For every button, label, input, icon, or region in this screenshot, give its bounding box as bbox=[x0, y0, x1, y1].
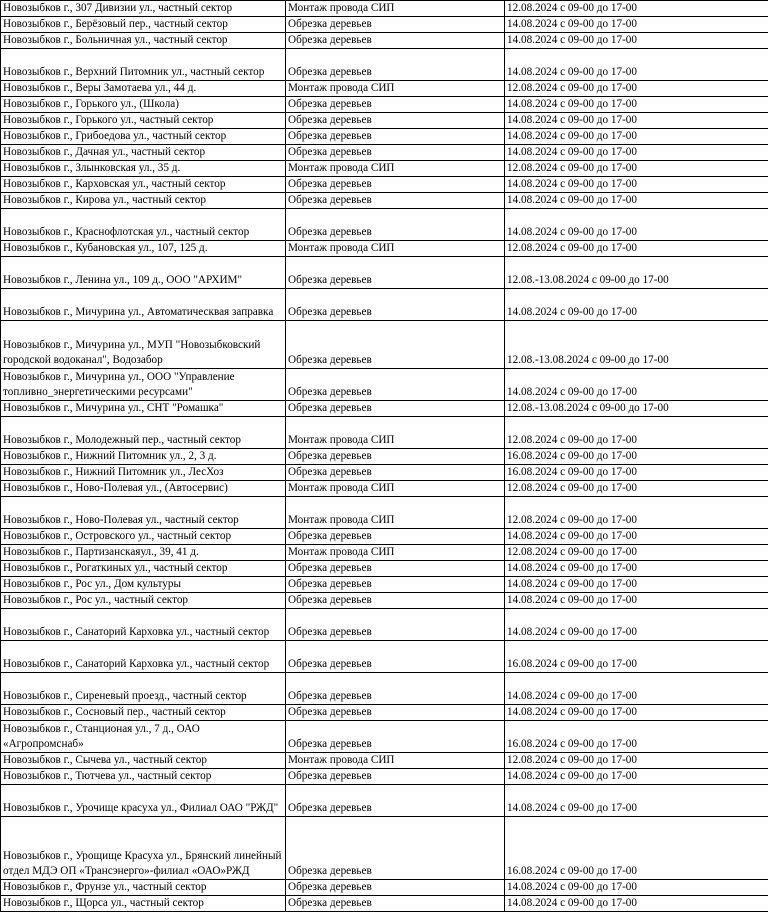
work-type-cell: Обрезка деревьев bbox=[286, 209, 505, 241]
date-time-cell: 12.08.-13.08.2024 с 09-00 до 17-00 bbox=[505, 257, 768, 289]
table-row bbox=[1, 257, 768, 289]
date-time-cell: 16.08.2024 с 09-00 до 17-00 bbox=[505, 465, 768, 481]
date-time-cell: 14.08.2024 с 09-00 до 17-00 bbox=[505, 785, 768, 817]
date-time-cell: 14.08.2024 с 09-00 до 17-00 bbox=[505, 289, 768, 321]
address-cell: Новозыбков г., Рогаткиных ул., частный сектор bbox=[1, 561, 286, 577]
table-body bbox=[1, 1, 768, 912]
address-cell: Новозыбков г., Сосновый пер., частный сектор bbox=[1, 705, 286, 721]
table-row bbox=[1, 561, 768, 577]
address-cell: Новозыбков г., Островского ул., частный сектор bbox=[1, 529, 286, 545]
address-cell: Новозыбков г., Берёзовый пер., частный сектор bbox=[1, 17, 286, 33]
address-cell: Новозыбков г., Злынковская ул., 35 д. bbox=[1, 161, 286, 177]
date-time-cell: 14.08.2024 с 09-00 до 17-00 bbox=[505, 577, 768, 593]
work-type-cell: Монтаж провода СИП bbox=[286, 417, 505, 449]
address-cell: Новозыбков г., Санаторий Карховка ул., частный сектор bbox=[1, 609, 286, 641]
table-row bbox=[1, 673, 768, 705]
address-cell: Новозыбков г., Рос ул., частный сектор bbox=[1, 593, 286, 609]
table-row bbox=[1, 417, 768, 449]
work-type-cell: Обрезка деревьев bbox=[286, 561, 505, 577]
date-time-cell: 16.08.2024 с 09-00 до 17-00 bbox=[505, 721, 768, 753]
date-time-cell: 14.08.2024 с 09-00 до 17-00 bbox=[505, 593, 768, 609]
work-type-cell: Обрезка деревьев bbox=[286, 529, 505, 545]
table-row bbox=[1, 161, 768, 177]
address-cell: Новозыбков г., Урочище красуха ул., Филиал ОАО "РЖД" bbox=[1, 785, 286, 817]
table-row bbox=[1, 545, 768, 561]
work-type-cell: Монтаж провода СИП bbox=[286, 161, 505, 177]
work-type-cell: Обрезка деревьев bbox=[286, 641, 505, 673]
date-time-cell: 14.08.2024 с 09-00 до 17-00 bbox=[505, 49, 768, 81]
table-row bbox=[1, 880, 768, 896]
work-type-cell: Обрезка деревьев bbox=[286, 113, 505, 129]
date-time-cell: 14.08.2024 с 09-00 до 17-00 bbox=[505, 145, 768, 161]
work-type-cell: Монтаж провода СИП bbox=[286, 753, 505, 769]
work-type-cell: Обрезка деревьев bbox=[286, 785, 505, 817]
date-time-cell: 12.08.2024 с 09-00 до 17-00 bbox=[505, 481, 768, 497]
work-type-cell: Обрезка деревьев bbox=[286, 593, 505, 609]
date-time-cell: 14.08.2024 с 09-00 до 17-00 bbox=[505, 177, 768, 193]
work-type-cell: Обрезка деревьев bbox=[286, 129, 505, 145]
table-row bbox=[1, 321, 768, 369]
work-type-cell: Обрезка деревьев bbox=[286, 896, 505, 912]
table-row bbox=[1, 113, 768, 129]
date-time-cell: 16.08.2024 с 09-00 до 17-00 bbox=[505, 641, 768, 673]
address-cell: Новозыбков г., Дачная ул., частный сектор bbox=[1, 145, 286, 161]
table-row bbox=[1, 449, 768, 465]
address-cell: Новозыбков г., Кирова ул., частный сектор bbox=[1, 193, 286, 209]
address-cell: Новозыбков г., Молодежный пер., частный сектор bbox=[1, 417, 286, 449]
table-row bbox=[1, 721, 768, 753]
address-cell: Новозыбков г., Верхний Питомник ул., частный сектор bbox=[1, 49, 286, 81]
work-type-cell: Монтаж провода СИП bbox=[286, 241, 505, 257]
work-type-cell: Обрезка деревьев bbox=[286, 577, 505, 593]
table-row bbox=[1, 193, 768, 209]
work-type-cell: Обрезка деревьев bbox=[286, 769, 505, 785]
date-time-cell: 12.08.-13.08.2024 с 09-00 до 17-00 bbox=[505, 401, 768, 417]
date-time-cell: 14.08.2024 с 09-00 до 17-00 bbox=[505, 17, 768, 33]
address-cell: Новозыбков г., Горького ул., частный сектор bbox=[1, 113, 286, 129]
date-time-cell: 14.08.2024 с 09-00 до 17-00 bbox=[505, 561, 768, 577]
table-row bbox=[1, 817, 768, 880]
date-time-cell: 14.08.2024 с 09-00 до 17-00 bbox=[505, 97, 768, 113]
address-cell: Новозыбков г., Станционая ул., 7 д., ОАО «Агропромснаб» bbox=[1, 721, 286, 753]
date-time-cell: 12.08.2024 с 09-00 до 17-00 bbox=[505, 545, 768, 561]
table-row bbox=[1, 465, 768, 481]
work-type-cell: Обрезка деревьев bbox=[286, 880, 505, 896]
date-time-cell: 14.08.2024 с 09-00 до 17-00 bbox=[505, 369, 768, 401]
address-cell: Новозыбков г., Рос ул., Дом культуры bbox=[1, 577, 286, 593]
date-time-cell: 12.08.-13.08.2024 с 09-00 до 17-00 bbox=[505, 321, 768, 369]
address-cell: Новозыбков г., Ново-Полевая ул., (Автосервис) bbox=[1, 481, 286, 497]
table-row bbox=[1, 241, 768, 257]
address-cell: Новозыбков г., Мичурина ул., Автоматическвая заправка bbox=[1, 289, 286, 321]
work-type-cell: Обрезка деревьев bbox=[286, 17, 505, 33]
table-row bbox=[1, 33, 768, 49]
work-type-cell: Обрезка деревьев bbox=[286, 609, 505, 641]
date-time-cell: 14.08.2024 с 09-00 до 17-00 bbox=[505, 113, 768, 129]
address-cell: Новозыбков г., Карховская ул., частный сектор bbox=[1, 177, 286, 193]
work-type-cell: Обрезка деревьев bbox=[286, 33, 505, 49]
work-type-cell: Обрезка деревьев bbox=[286, 449, 505, 465]
address-cell: Новозыбков г., Веры Замотаева ул., 44 д. bbox=[1, 81, 286, 97]
table-row bbox=[1, 17, 768, 33]
table-row bbox=[1, 1, 768, 17]
date-time-cell: 14.08.2024 с 09-00 до 17-00 bbox=[505, 33, 768, 49]
address-cell: Новозыбков г., Тютчева ул., частный сектор bbox=[1, 769, 286, 785]
date-time-cell: 14.08.2024 с 09-00 до 17-00 bbox=[505, 705, 768, 721]
table-row bbox=[1, 769, 768, 785]
date-time-cell: 12.08.2024 с 09-00 до 17-00 bbox=[505, 161, 768, 177]
address-cell: Новозыбков г., Горького ул., (Школа) bbox=[1, 97, 286, 113]
work-type-cell: Обрезка деревьев bbox=[286, 321, 505, 369]
work-type-cell: Обрезка деревьев bbox=[286, 177, 505, 193]
table-row bbox=[1, 81, 768, 97]
work-type-cell: Обрезка деревьев bbox=[286, 817, 505, 880]
table-row bbox=[1, 97, 768, 113]
date-time-cell: 12.08.2024 с 09-00 до 17-00 bbox=[505, 753, 768, 769]
date-time-cell: 14.08.2024 с 09-00 до 17-00 bbox=[505, 209, 768, 241]
date-time-cell: 12.08.2024 с 09-00 до 17-00 bbox=[505, 81, 768, 97]
table-row bbox=[1, 577, 768, 593]
work-type-cell: Монтаж провода СИП bbox=[286, 497, 505, 529]
work-type-cell: Обрезка деревьев bbox=[286, 401, 505, 417]
address-cell: Новозыбков г., Мичурина ул., СНТ "Ромашка" bbox=[1, 401, 286, 417]
date-time-cell: 14.08.2024 с 09-00 до 17-00 bbox=[505, 529, 768, 545]
address-cell: Новозыбков г., Урощище Красуха ул., Брянский линейный отдел МДЭ ОП «Трансэнерго»-филиал «ОАО»РЖД bbox=[1, 817, 286, 880]
table-row bbox=[1, 481, 768, 497]
table-row bbox=[1, 49, 768, 81]
work-type-cell: Обрезка деревьев bbox=[286, 369, 505, 401]
address-cell: Новозыбков г., Краснофлотская ул., частный сектор bbox=[1, 209, 286, 241]
address-cell: Новозыбков г., Мичурина ул., ООО "Управление топливно_энергетическими ресурсами" bbox=[1, 369, 286, 401]
address-cell: Новозыбков г., 307 Дивизии ул., частный сектор bbox=[1, 1, 286, 17]
date-time-cell: 14.08.2024 с 09-00 до 17-00 bbox=[505, 673, 768, 705]
work-type-cell: Обрезка деревьев bbox=[286, 49, 505, 81]
table-row bbox=[1, 593, 768, 609]
address-cell: Новозыбков г., Санаторий Карховка ул., частный сектор bbox=[1, 641, 286, 673]
date-time-cell: 16.08.2024 с 09-00 до 17-00 bbox=[505, 449, 768, 465]
table-row bbox=[1, 497, 768, 529]
work-type-cell: Монтаж провода СИП bbox=[286, 81, 505, 97]
date-time-cell: 12.08.2024 с 09-00 до 17-00 bbox=[505, 497, 768, 529]
address-cell: Новозыбков г., Нижний Питомник ул., 2, 3 д. bbox=[1, 449, 286, 465]
work-type-cell: Обрезка деревьев bbox=[286, 257, 505, 289]
work-type-cell: Обрезка деревьев bbox=[286, 97, 505, 113]
work-type-cell: Обрезка деревьев bbox=[286, 673, 505, 705]
table-row bbox=[1, 401, 768, 417]
date-time-cell: 16.08.2024 с 09-00 до 17-00 bbox=[505, 817, 768, 880]
date-time-cell: 12.08.2024 с 09-00 до 17-00 bbox=[505, 1, 768, 17]
table-row bbox=[1, 785, 768, 817]
table-row bbox=[1, 369, 768, 401]
table-row bbox=[1, 641, 768, 673]
address-cell: Новозыбков г., Нижний Питомник ул., ЛесХоз bbox=[1, 465, 286, 481]
table-row bbox=[1, 609, 768, 641]
address-cell: Новозыбков г., Мичурина ул., МУП "Новозыбковский городской водоканал", Водозабор bbox=[1, 321, 286, 369]
date-time-cell: 14.08.2024 с 09-00 до 17-00 bbox=[505, 769, 768, 785]
date-time-cell: 14.08.2024 с 09-00 до 17-00 bbox=[505, 880, 768, 896]
table-row bbox=[1, 705, 768, 721]
work-type-cell: Обрезка деревьев bbox=[286, 705, 505, 721]
address-cell: Новозыбков г., Фрунзе ул., частный сектор bbox=[1, 880, 286, 896]
table-row bbox=[1, 177, 768, 193]
address-cell: Новозыбков г., Партизанскаяул., 39, 41 д. bbox=[1, 545, 286, 561]
address-cell: Новозыбков г., Сычева ул., частный сектор bbox=[1, 753, 286, 769]
address-cell: Новозыбков г., Кубановская ул., 107, 125 д. bbox=[1, 241, 286, 257]
address-cell: Новозыбков г., Грибоедова ул., частный сектор bbox=[1, 129, 286, 145]
table-row bbox=[1, 529, 768, 545]
work-type-cell: Обрезка деревьев bbox=[286, 289, 505, 321]
date-time-cell: 14.08.2024 с 09-00 до 17-00 bbox=[505, 129, 768, 145]
date-time-cell: 14.08.2024 с 09-00 до 17-00 bbox=[505, 609, 768, 641]
table-row bbox=[1, 896, 768, 912]
address-cell: Новозыбков г., Больничная ул., частный сектор bbox=[1, 33, 286, 49]
address-cell: Новозыбков г., Ленина ул., 109 д., ООО "АРХИМ" bbox=[1, 257, 286, 289]
date-time-cell: 14.08.2024 с 09-00 до 17-00 bbox=[505, 193, 768, 209]
table-row bbox=[1, 145, 768, 161]
address-cell: Новозыбков г., Сиреневый проезд., частный сектор bbox=[1, 673, 286, 705]
work-type-cell: Обрезка деревьев bbox=[286, 145, 505, 161]
date-time-cell: 12.08.2024 с 09-00 до 17-00 bbox=[505, 241, 768, 257]
work-type-cell: Обрезка деревьев bbox=[286, 193, 505, 209]
work-type-cell: Обрезка деревьев bbox=[286, 721, 505, 753]
work-type-cell: Монтаж провода СИП bbox=[286, 481, 505, 497]
work-type-cell: Монтаж провода СИП bbox=[286, 545, 505, 561]
address-cell: Новозыбков г., Ново-Полевая ул., частный сектор bbox=[1, 497, 286, 529]
work-type-cell: Монтаж провода СИП bbox=[286, 1, 505, 17]
table-row bbox=[1, 129, 768, 145]
work-type-cell: Обрезка деревьев bbox=[286, 465, 505, 481]
table-row bbox=[1, 289, 768, 321]
table-row bbox=[1, 753, 768, 769]
date-time-cell: 14.08.2024 с 09-00 до 17-00 bbox=[505, 896, 768, 912]
table-row bbox=[1, 209, 768, 241]
date-time-cell: 12.08.2024 с 09-00 до 17-00 bbox=[505, 417, 768, 449]
address-cell: Новозыбков г., Щорса ул., частный сектор bbox=[1, 896, 286, 912]
